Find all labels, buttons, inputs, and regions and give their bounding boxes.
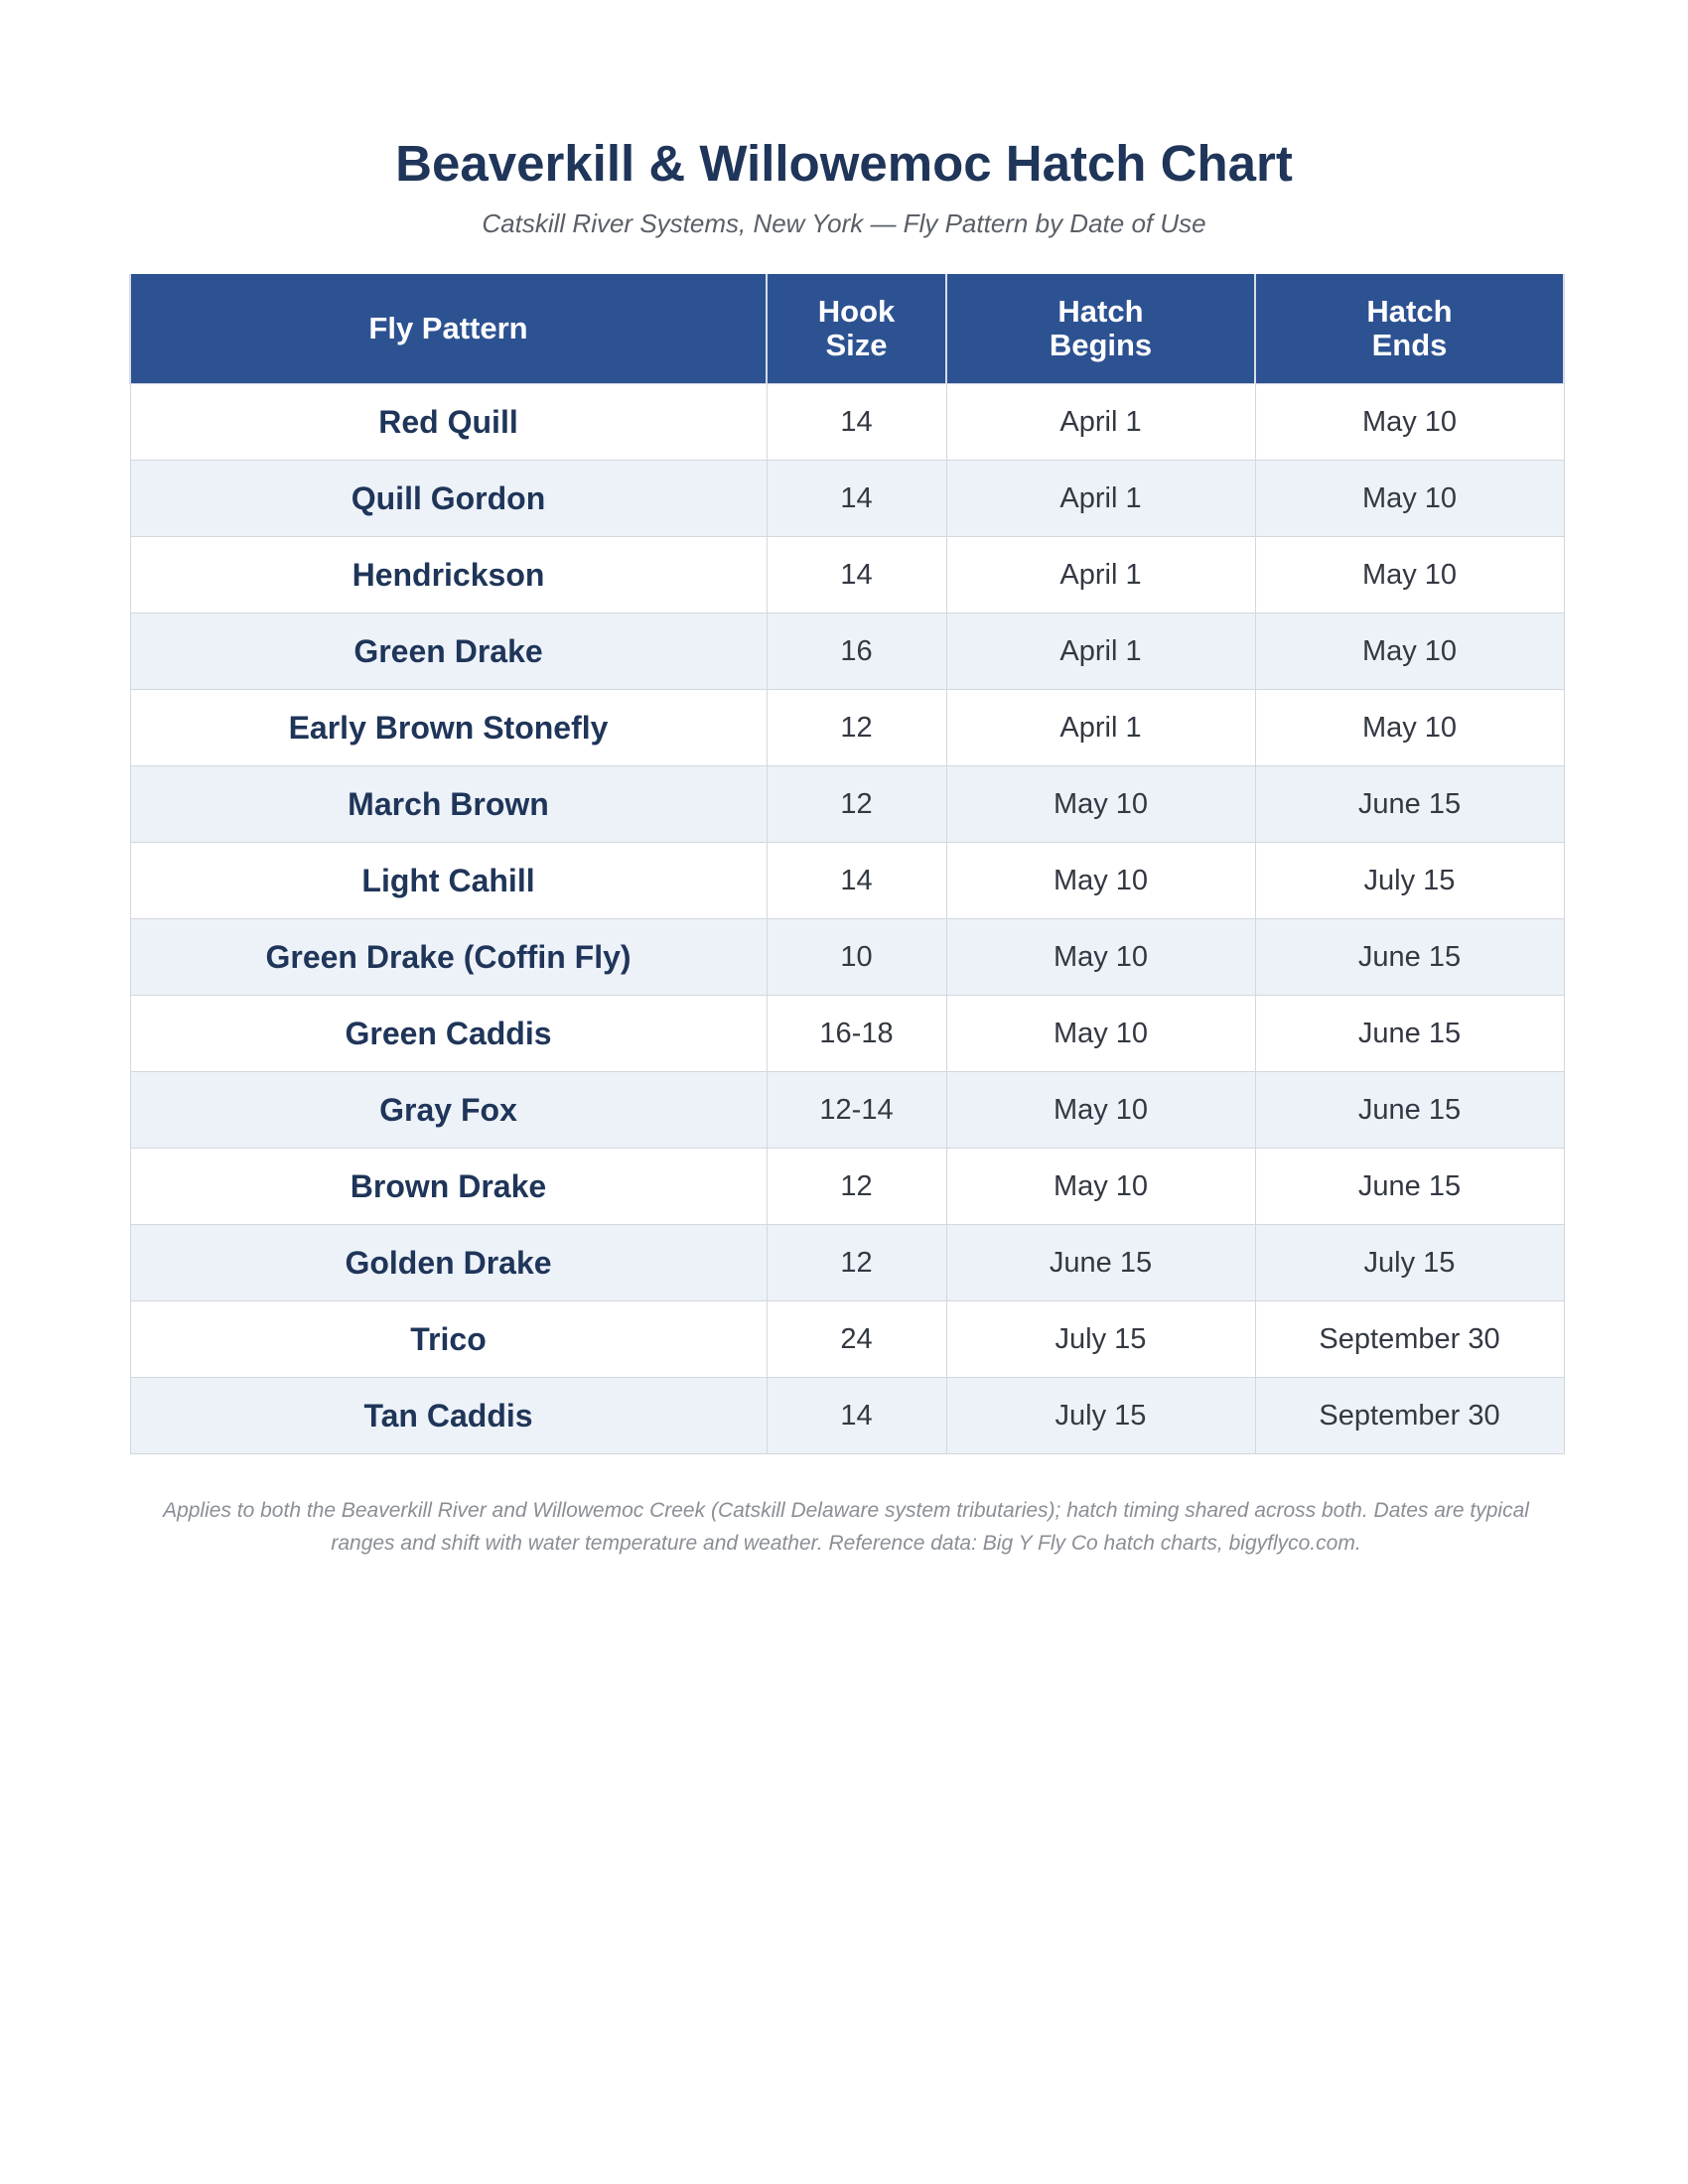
table-row (130, 614, 1564, 690)
hatch-ends-cell: May 10 (1255, 537, 1564, 614)
hook-size-cell: 14 (767, 384, 946, 461)
hatch-begins-cell: July 15 (946, 1378, 1255, 1454)
fly-pattern-cell: Green Drake (Coffin Fly) (130, 919, 767, 996)
hatch-begins-cell: May 10 (946, 1072, 1255, 1149)
hook-size-cell: 10 (767, 919, 946, 996)
hatch-ends-cell: July 15 (1255, 843, 1564, 919)
fly-pattern-cell: Red Quill (130, 384, 767, 461)
hatch-begins-cell: April 1 (946, 537, 1255, 614)
fly-pattern-cell: Green Drake (130, 614, 767, 690)
hatch-begins-cell: June 15 (946, 1225, 1255, 1301)
fly-pattern-cell: Brown Drake (130, 1149, 767, 1225)
column-header-hatch-begins: Hatch Begins (946, 274, 1255, 384)
hatch-begins-cell: April 1 (946, 690, 1255, 766)
fly-pattern-cell: Tan Caddis (130, 1378, 767, 1454)
hook-size-cell: 24 (767, 1301, 946, 1378)
hatch-ends-cell: June 15 (1255, 919, 1564, 996)
fly-pattern-cell: Quill Gordon (130, 461, 767, 537)
column-header-hook-size: Hook Size (767, 274, 946, 384)
column-header-hatch-ends: Hatch Ends (1255, 274, 1564, 384)
hatch-ends-cell: June 15 (1255, 996, 1564, 1072)
hatch-ends-cell: May 10 (1255, 384, 1564, 461)
hook-size-cell: 14 (767, 1378, 946, 1454)
hook-size-cell: 12-14 (767, 1072, 946, 1149)
hatch-begins-cell: May 10 (946, 1149, 1255, 1225)
table-row (130, 1225, 1564, 1301)
hatch-ends-cell: September 30 (1255, 1301, 1564, 1378)
hook-size-cell: 12 (767, 766, 946, 843)
hatch-ends-cell: July 15 (1255, 1225, 1564, 1301)
column-header-fly-pattern: Fly Pattern (130, 274, 767, 384)
table-row (130, 690, 1564, 766)
table-row (130, 537, 1564, 614)
table-row (130, 919, 1564, 996)
fly-pattern-cell: Golden Drake (130, 1225, 767, 1301)
table-row (130, 384, 1564, 461)
hatch-begins-cell: April 1 (946, 384, 1255, 461)
table-row (130, 1149, 1564, 1225)
hatch-begins-cell: July 15 (946, 1301, 1255, 1378)
table-row (130, 1072, 1564, 1149)
hook-size-cell: 14 (767, 537, 946, 614)
table-row (130, 843, 1564, 919)
footnote: Applies to both the Beaverkill River and Willowemoc Creek (Catskill Delaware system tributaries); hatch timing shared across both. Dates are typical ranges and shift with water temperature and weather. Reference data: Big Y Fly Co hatch charts, bigyflyco.com. (163, 1499, 1529, 1555)
hatch-ends-cell: May 10 (1255, 614, 1564, 690)
table-header-row (130, 274, 1564, 384)
fly-pattern-cell: Green Caddis (130, 996, 767, 1072)
fly-pattern-cell: Early Brown Stonefly (130, 690, 767, 766)
hatch-begins-cell: May 10 (946, 919, 1255, 996)
hook-size-cell: 12 (767, 690, 946, 766)
fly-pattern-cell: Hendrickson (130, 537, 767, 614)
hatch-begins-cell: May 10 (946, 843, 1255, 919)
hook-size-cell: 14 (767, 461, 946, 537)
hatch-ends-cell: September 30 (1255, 1378, 1564, 1454)
table-row (130, 766, 1564, 843)
hook-size-cell: 12 (767, 1225, 946, 1301)
hatch-table (129, 274, 1565, 1454)
hatch-begins-cell: May 10 (946, 766, 1255, 843)
fly-pattern-cell: March Brown (130, 766, 767, 843)
hatch-begins-cell: April 1 (946, 461, 1255, 537)
hatch-ends-cell: May 10 (1255, 461, 1564, 537)
hook-size-cell: 14 (767, 843, 946, 919)
hatch-ends-cell: May 10 (1255, 690, 1564, 766)
fly-pattern-cell: Trico (130, 1301, 767, 1378)
hatch-begins-cell: April 1 (946, 614, 1255, 690)
table-row (130, 996, 1564, 1072)
table-body (130, 384, 1564, 1454)
hatch-ends-cell: June 15 (1255, 1072, 1564, 1149)
hatch-ends-cell: June 15 (1255, 766, 1564, 843)
hook-size-cell: 16-18 (767, 996, 946, 1072)
table-row (130, 1301, 1564, 1378)
hook-size-cell: 12 (767, 1149, 946, 1225)
hatch-ends-cell: June 15 (1255, 1149, 1564, 1225)
table-row (130, 1378, 1564, 1454)
table-row (130, 461, 1564, 537)
page-subtitle: Catskill River Systems, New York — Fly Pattern by Date of Use (482, 208, 1206, 238)
hatch-begins-cell: May 10 (946, 996, 1255, 1072)
page-title: Beaverkill & Willowemoc Hatch Chart (395, 135, 1293, 192)
fly-pattern-cell: Gray Fox (130, 1072, 767, 1149)
hook-size-cell: 16 (767, 614, 946, 690)
fly-pattern-cell: Light Cahill (130, 843, 767, 919)
